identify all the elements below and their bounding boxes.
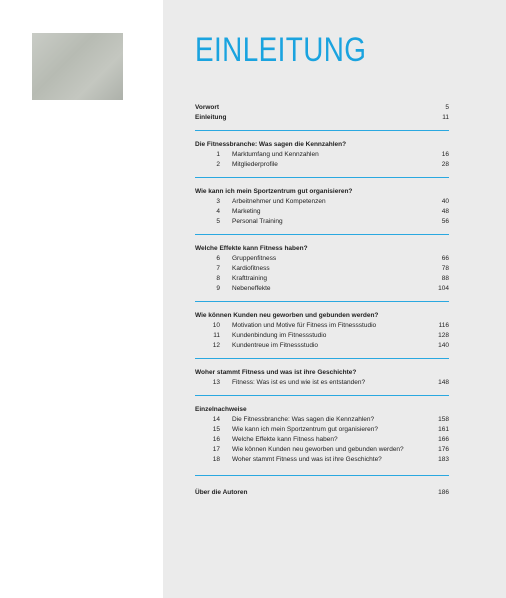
entry-page: 128 xyxy=(438,332,449,339)
entry-page: 28 xyxy=(441,161,449,168)
toc-entry[interactable] xyxy=(195,150,449,160)
entry-page: 40 xyxy=(441,198,449,205)
entry-label: Marktumfang und Kennzahlen xyxy=(232,151,319,158)
page-title: EINLEITUNG xyxy=(195,31,367,69)
entry-label: Vorwort xyxy=(195,104,220,111)
entry-number: 12 xyxy=(212,342,220,349)
toc-entry[interactable] xyxy=(195,254,449,264)
entry-number: 10 xyxy=(212,322,220,329)
entry-page: 161 xyxy=(438,426,449,433)
entry-page: 104 xyxy=(438,285,449,292)
section-heading[interactable]: Welche Effekte kann Fitness haben? xyxy=(195,245,308,252)
entry-label: Woher stammt Fitness und was ist ihre Geschichte? xyxy=(232,456,382,463)
toc-entry[interactable] xyxy=(195,197,449,207)
entry-number: 3 xyxy=(216,198,220,205)
toc-entry[interactable] xyxy=(195,160,449,170)
entry-label: Arbeitnehmer und Kompetenzen xyxy=(232,198,326,205)
toc-entry[interactable] xyxy=(195,455,449,465)
entry-label: Einleitung xyxy=(195,114,227,121)
entry-label: Fitness: Was ist es und wie ist es entstanden? xyxy=(232,379,366,386)
toc-section xyxy=(195,368,449,388)
left-column xyxy=(0,0,163,598)
toc-entry[interactable] xyxy=(195,274,449,284)
toc-section xyxy=(195,187,449,227)
entry-label: Gruppenfitness xyxy=(232,255,277,262)
entry-page: 48 xyxy=(441,208,449,215)
entry-label: Über die Autoren xyxy=(195,489,248,496)
toc-entry[interactable] xyxy=(195,378,449,388)
entry-number: 17 xyxy=(212,446,220,453)
entry-number: 9 xyxy=(216,285,220,292)
toc-entry[interactable] xyxy=(195,445,449,455)
toc-section xyxy=(195,311,449,351)
entry-page: 88 xyxy=(441,275,449,282)
entry-label: Krafttraining xyxy=(232,275,268,282)
entry-page: 66 xyxy=(441,255,449,262)
entry-number: 4 xyxy=(216,208,220,215)
entry-number: 11 xyxy=(213,332,220,339)
front-matter xyxy=(195,103,449,123)
entry-number: 13 xyxy=(212,379,220,386)
section-heading[interactable]: Wie kann ich mein Sportzentrum gut organisieren? xyxy=(195,188,353,195)
entry-label: Kundenbindung im Fitnessstudio xyxy=(232,332,327,339)
entry-label: Welche Effekte kann Fitness haben? xyxy=(232,436,338,443)
entry-label: Die Fitnessbranche: Was sagen die Kennzahlen? xyxy=(232,416,375,423)
toc-entry[interactable] xyxy=(195,331,449,341)
section-heading[interactable]: Woher stammt Fitness und was ist ihre Geschichte? xyxy=(195,369,357,376)
entry-label: Nebeneffekte xyxy=(232,285,271,292)
entry-page: 183 xyxy=(438,456,449,463)
entry-number: 14 xyxy=(212,416,220,423)
entry-page: 56 xyxy=(441,218,449,225)
entry-page: 78 xyxy=(441,265,449,272)
entry-label: Wie kann ich mein Sportzentrum gut organisieren? xyxy=(232,426,378,433)
table-of-contents xyxy=(195,103,449,498)
entry-label: Marketing xyxy=(232,208,261,215)
entry-page: 166 xyxy=(438,436,449,443)
entry-number: 7 xyxy=(216,265,220,272)
cover-photo xyxy=(32,33,123,100)
entry-label: Mitgliederprofile xyxy=(232,161,278,168)
toc-entry[interactable] xyxy=(195,435,449,445)
entry-label: Motivation und Motive für Fitness im Fitnessstudio xyxy=(232,322,377,329)
toc-entry[interactable] xyxy=(195,207,449,217)
entry-page: 5 xyxy=(445,104,449,111)
section-heading[interactable]: Die Fitnessbranche: Was sagen die Kennzahlen? xyxy=(195,141,347,148)
entry-page: 158 xyxy=(438,416,449,423)
entry-number: 15 xyxy=(212,426,220,433)
toc-entry-front[interactable] xyxy=(195,113,449,123)
entry-number: 1 xyxy=(216,151,220,158)
toc-entry[interactable] xyxy=(195,415,449,425)
entry-label: Kundentreue im Fitnessstudio xyxy=(232,342,318,349)
entry-page: 11 xyxy=(442,114,449,121)
toc-section xyxy=(195,244,449,294)
toc-section xyxy=(195,140,449,170)
entry-page: 148 xyxy=(438,379,449,386)
entry-label: Kardiofitness xyxy=(232,265,270,272)
toc-entry[interactable] xyxy=(195,284,449,294)
entry-page: 116 xyxy=(438,322,449,329)
entry-page: 186 xyxy=(438,489,449,496)
entry-page: 140 xyxy=(438,342,449,349)
section-heading[interactable]: Wie können Kunden neu geworben und gebunden werden? xyxy=(195,312,379,319)
entry-number: 5 xyxy=(216,218,220,225)
toc-entry-front[interactable] xyxy=(195,103,449,113)
entry-number: 8 xyxy=(216,275,220,282)
entry-label: Wie können Kunden neu geworben und gebunden werden? xyxy=(232,446,404,453)
entry-number: 6 xyxy=(216,255,220,262)
entry-number: 2 xyxy=(216,161,220,168)
entry-page: 176 xyxy=(438,446,449,453)
toc-entry[interactable] xyxy=(195,341,449,351)
toc-entry[interactable] xyxy=(195,264,449,274)
section-heading[interactable]: Einzelnachweise xyxy=(195,406,247,413)
entry-number: 18 xyxy=(212,456,220,463)
toc-entry[interactable] xyxy=(195,425,449,435)
entry-number: 16 xyxy=(212,436,220,443)
toc-section xyxy=(195,405,449,465)
entry-label: Personal Training xyxy=(232,218,283,225)
toc-entry-back[interactable] xyxy=(195,488,449,498)
toc-entry[interactable] xyxy=(195,321,449,331)
entry-page: 16 xyxy=(441,151,449,158)
toc-entry[interactable] xyxy=(195,217,449,227)
